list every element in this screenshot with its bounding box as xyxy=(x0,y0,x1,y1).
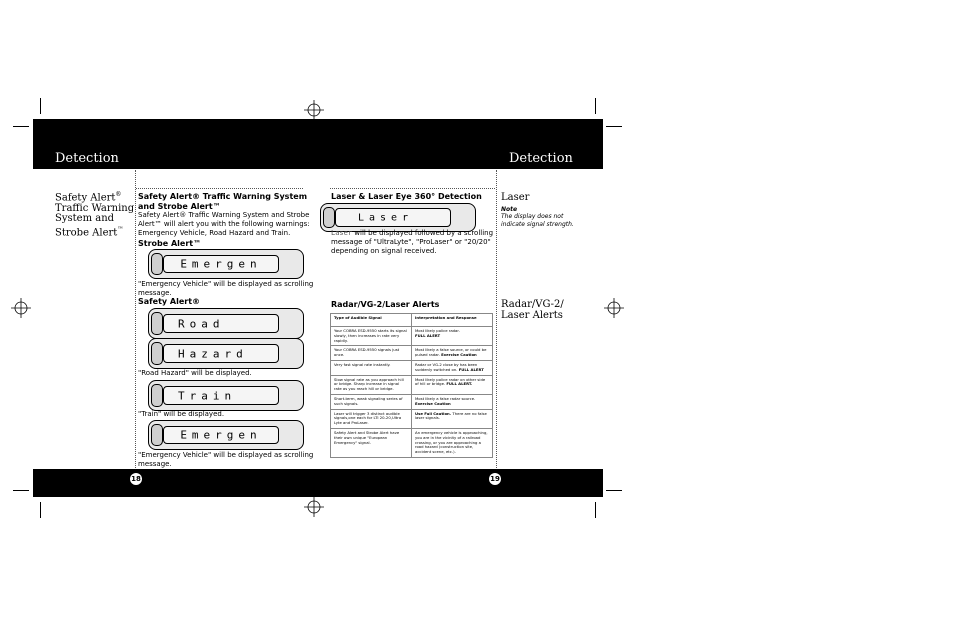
lcd-text: Laser xyxy=(358,212,414,223)
lcd-screen xyxy=(163,386,279,405)
table-row xyxy=(331,394,493,409)
alerts-table-heading: Radar/VG-2/Laser Alerts xyxy=(331,300,440,309)
sidebar-title-safety-alert: Safety Alert® Traffic Warning System and Strobe Alert™ xyxy=(55,191,135,239)
column-rule xyxy=(330,188,495,189)
column-guide xyxy=(135,170,136,468)
table-header-row xyxy=(331,314,493,327)
response-cell: An emergency vehicle is approaching, you are in the vicinity of a railroad crossing, or you are approaching a road hazard (construction site, accident scene, etc.). xyxy=(412,428,493,457)
lcd-screen xyxy=(163,344,279,363)
table-row xyxy=(331,360,493,375)
safety-alert-heading: Safety Alert® Traffic Warning System and Strobe Alert™ xyxy=(138,192,308,211)
column-header: Interpretation and Response xyxy=(412,314,493,327)
response-cell: Most likely a false source, or could be pulsed radar. Exercise Caution xyxy=(412,346,493,361)
crop-mark xyxy=(606,126,622,127)
registration-mark-icon xyxy=(304,100,324,120)
column-header: Type of Audible Signal xyxy=(331,314,412,327)
lcd-display-laser xyxy=(320,203,476,232)
table-row xyxy=(331,428,493,457)
lcd-text: Hazard xyxy=(178,347,248,360)
lcd-display-hazard xyxy=(148,338,304,369)
page-number-19: 19 xyxy=(490,475,500,483)
lcd-screen xyxy=(163,314,279,333)
table-row xyxy=(331,375,493,394)
note-label: Note xyxy=(501,206,518,213)
laser-detection-heading: Laser & Laser Eye 360° Detection xyxy=(331,192,482,201)
lcd-display-emergency xyxy=(148,249,304,279)
safety-alert-intro: Safety Alert® Traffic Warning System and Strobe Alert™ will alert you with the following warnings: Emergency Vehicle, Road Hazard and Train. xyxy=(138,211,310,237)
crop-mark xyxy=(13,126,29,127)
alerts-table xyxy=(330,313,493,458)
signal-cell: Laser will trigger 3 distinct audible signals,one each for LTI 20-20,Ultra Lyte and ProLaser. xyxy=(331,409,412,428)
lcd-text: Road xyxy=(178,317,225,330)
lcd-text: Train xyxy=(178,389,237,402)
crop-mark xyxy=(40,98,41,114)
lcd-display-emergency-2 xyxy=(148,420,304,450)
table-row xyxy=(331,346,493,361)
column-rule xyxy=(136,188,303,189)
right-page-title: Detection xyxy=(509,151,573,166)
lcd-left-cap xyxy=(151,312,163,335)
signal-cell: Your COBRA ESD-9550 signals just once. xyxy=(331,346,412,361)
lcd-left-cap xyxy=(151,253,163,275)
signal-cell: Very fast signal rate instantly. xyxy=(331,360,412,375)
lcd-text: Emergen xyxy=(180,257,262,271)
signal-cell: Your COBRA ESD-9550 starts its signal slowly, then increases in rate very rapidly. xyxy=(331,327,412,346)
table-row xyxy=(331,409,493,428)
column-guide xyxy=(496,170,497,468)
crop-mark xyxy=(595,502,596,518)
strobe-alert-heading: Strobe Alert™ xyxy=(138,239,202,248)
registration-mark-icon xyxy=(11,298,31,318)
lcd-left-cap xyxy=(151,342,163,365)
response-cell: Most likely police radar. FULL ALERT xyxy=(412,327,493,346)
lcd-display-train xyxy=(148,380,304,411)
laser-inline-word: Laser xyxy=(331,229,353,237)
registration-mark-icon xyxy=(604,298,624,318)
emergency-caption: "Emergency Vehicle" will be displayed as scrolling message. xyxy=(138,451,314,468)
page-number-18: 18 xyxy=(131,475,141,483)
response-cell: Radar or VG-2 close by has been suddenly switched on. FULL ALERT xyxy=(412,360,493,375)
response-cell: Most likely a false radar source. Exercise Caution xyxy=(412,394,493,409)
crop-mark xyxy=(40,502,41,518)
table-row xyxy=(331,327,493,346)
safety-alert-sub-heading: Safety Alert® xyxy=(138,297,201,306)
response-cell: Most likely police radar on other side of hill or bridge. FULL ALERT. xyxy=(412,375,493,394)
lcd-screen xyxy=(163,255,279,273)
signal-cell: Short-term, weak signaling series of such signals. xyxy=(331,394,412,409)
lcd-text: Emergen xyxy=(180,428,262,442)
lcd-screen xyxy=(163,426,279,444)
lcd-display-road xyxy=(148,308,304,339)
train-caption: "Train" will be displayed. xyxy=(138,410,225,418)
sidebar-title-radar-alerts: Radar/VG-2/ Laser Alerts xyxy=(501,299,564,321)
road-hazard-caption: "Road Hazard" will be displayed. xyxy=(138,369,252,377)
crop-mark xyxy=(13,490,29,491)
left-page-title: Detection xyxy=(55,151,119,166)
lcd-screen xyxy=(335,208,451,227)
laser-description: Laser will be displayed followed by a scrolling message of "UltraLyte", "ProLaser" or "20/20" depending on signal received. xyxy=(331,229,494,255)
signal-cell: Slow signal rate as you approach hill or bridge. Sharp increase in signal rate as you reach hill or bridge. xyxy=(331,375,412,394)
sidebar-title-laser: Laser xyxy=(501,192,530,203)
response-cell: Use Full Caution. There are no false laser signals. xyxy=(412,409,493,428)
note-text: The display does not indicate signal strength. xyxy=(501,213,574,228)
signal-cell: Safety Alert and Strobe Alert have their own unique "European Emergency" signal. xyxy=(331,428,412,457)
crop-mark xyxy=(606,490,622,491)
registration-mark-icon xyxy=(304,497,324,517)
lcd-left-cap xyxy=(323,207,335,228)
lcd-left-cap xyxy=(151,384,163,407)
lcd-left-cap xyxy=(151,424,163,446)
footer-band xyxy=(33,469,603,497)
strobe-caption: "Emergency Vehicle" will be displayed as scrolling message. xyxy=(138,280,314,297)
crop-mark xyxy=(595,98,596,114)
